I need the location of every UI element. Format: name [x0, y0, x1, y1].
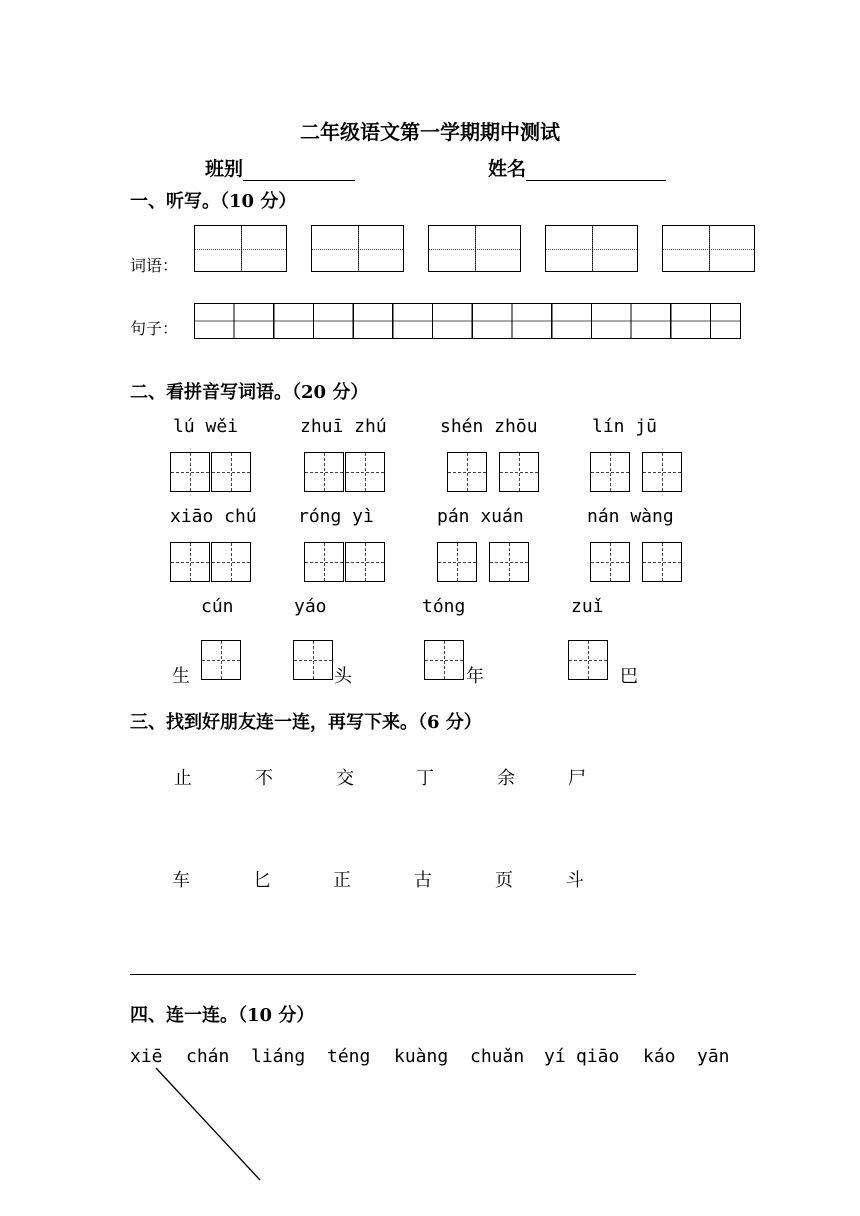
connect-pinyin[interactable]: káo — [643, 1046, 676, 1067]
pinyin-label: cún — [201, 596, 234, 617]
connect-pinyin[interactable]: liáng — [251, 1046, 306, 1067]
match-character-bottom[interactable]: 古 — [414, 870, 432, 891]
section-2-heading: 二、看拼音写词语。（20 分） — [130, 382, 369, 403]
match-character-top[interactable]: 丁 — [416, 768, 434, 789]
page-title: 二年级语文第一学期期中测试 — [300, 120, 560, 144]
connect-pinyin[interactable]: téng — [327, 1046, 371, 1067]
match-character-bottom[interactable]: 车 — [172, 870, 190, 891]
given-character: 年 — [466, 666, 484, 687]
pinyin-label: lú wěi — [173, 416, 239, 437]
match-character-bottom[interactable]: 斗 — [566, 870, 584, 891]
match-character-bottom[interactable]: 正 — [333, 870, 351, 891]
match-character-top[interactable]: 交 — [336, 768, 354, 789]
class-label: 班别 — [205, 158, 244, 180]
pinyin-label: yáo — [294, 596, 327, 617]
pinyin-label: zuǐ — [571, 596, 604, 617]
name-label: 姓名 — [488, 158, 527, 180]
pinyin-label: zhuī zhú — [300, 416, 387, 437]
words-label: 词语： — [130, 256, 179, 275]
given-character: 巴 — [620, 666, 638, 687]
connect-pinyin[interactable]: chán — [186, 1046, 230, 1067]
section-3-heading: 三、找到好朋友连一连，再写下来。（6 分） — [130, 712, 482, 733]
connect-pinyin[interactable]: chuǎn — [470, 1046, 525, 1067]
match-character-bottom[interactable]: 匕 — [253, 870, 271, 891]
connect-pinyin[interactable]: qiāo — [576, 1046, 620, 1067]
pinyin-label: nán wàng — [587, 506, 674, 527]
pinyin-label: tóng — [422, 596, 466, 617]
pinyin-label: róng yì — [298, 506, 374, 527]
pinyin-label: xiāo chú — [170, 506, 257, 527]
connect-pinyin[interactable]: kuàng — [394, 1046, 449, 1067]
match-character-top[interactable]: 余 — [497, 768, 515, 789]
pinyin-label: pán xuán — [437, 506, 524, 527]
match-character-bottom[interactable]: 页 — [495, 870, 513, 891]
connect-pinyin[interactable]: yān — [697, 1046, 730, 1067]
connect-pinyin[interactable]: yí — [544, 1046, 566, 1067]
given-character: 生 — [172, 666, 190, 687]
match-character-top[interactable]: 尸 — [568, 768, 586, 789]
section-1-heading: 一、听写。（10 分） — [130, 191, 297, 212]
sentence-label: 句子： — [130, 319, 179, 338]
match-character-top[interactable]: 止 — [174, 768, 192, 789]
match-character-top[interactable]: 不 — [255, 768, 273, 789]
given-character: 头 — [334, 666, 352, 687]
pinyin-label: shén zhōu — [440, 416, 538, 437]
section-4-heading: 四、连一连。（10 分） — [130, 1005, 315, 1026]
connect-pinyin[interactable]: xiē — [130, 1046, 163, 1067]
pinyin-label: lín jū — [592, 416, 658, 437]
